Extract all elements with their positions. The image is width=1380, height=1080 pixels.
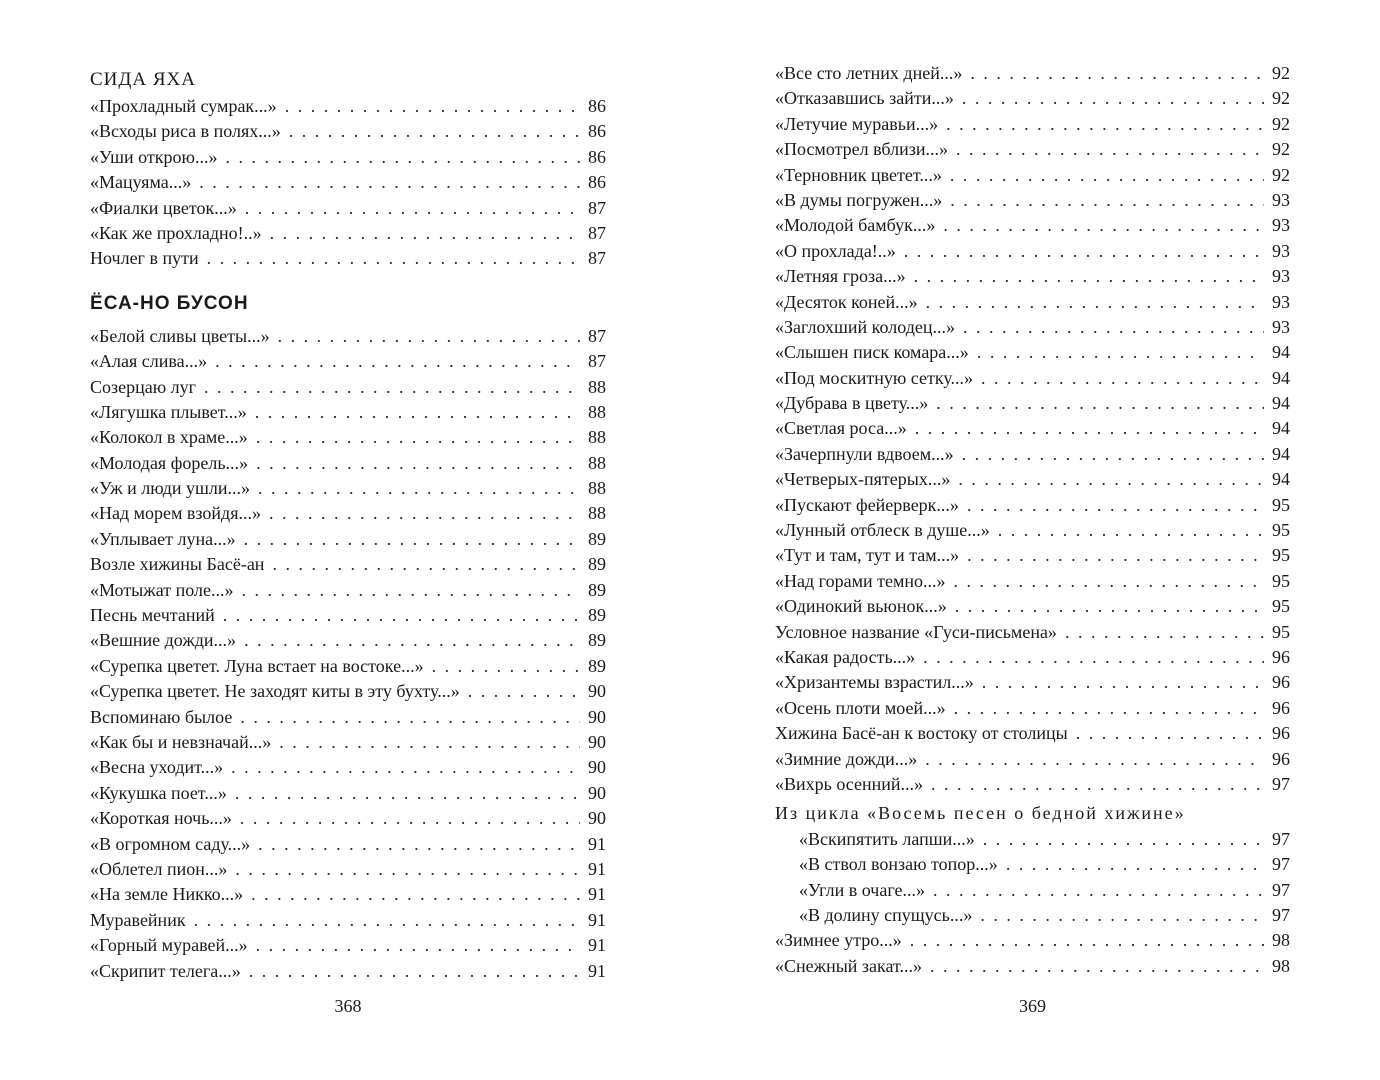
toc-entry bbox=[775, 239, 1290, 264]
toc-entry-page: 96 bbox=[1272, 672, 1290, 693]
toc-group-buson bbox=[90, 324, 606, 984]
toc-entry bbox=[775, 86, 1290, 111]
toc-entry bbox=[775, 493, 1290, 518]
dot-leader bbox=[249, 959, 580, 984]
toc-entry bbox=[775, 747, 1290, 772]
toc-entry-page: 87 bbox=[588, 222, 606, 243]
toc-entry-title: Муравейник bbox=[90, 909, 186, 930]
toc-entry-page: 91 bbox=[588, 858, 606, 879]
toc-entry bbox=[775, 878, 1290, 903]
toc-entry bbox=[90, 119, 606, 144]
toc-entry-page: 96 bbox=[1272, 748, 1290, 769]
toc-entry-page: 93 bbox=[1272, 266, 1290, 287]
toc-entry bbox=[90, 908, 606, 933]
toc-entry-page: 96 bbox=[1272, 697, 1290, 718]
toc-entry bbox=[90, 324, 606, 349]
toc-entry-page: 93 bbox=[1272, 215, 1290, 236]
toc-entry-title: «Десяток коней...» bbox=[775, 291, 918, 312]
toc-entry-page: 87 bbox=[588, 248, 606, 269]
toc-entry-page: 93 bbox=[1272, 240, 1290, 261]
toc-entry bbox=[775, 442, 1290, 467]
toc-entry-page: 88 bbox=[588, 376, 606, 397]
toc-group-continued bbox=[775, 61, 1290, 797]
toc-entry bbox=[90, 476, 606, 501]
toc-entry bbox=[775, 366, 1290, 391]
toc-entry-title: «Горный муравей...» bbox=[90, 935, 248, 956]
toc-entry-title: «Над морем взойдя...» bbox=[90, 503, 261, 524]
dot-leader bbox=[936, 391, 1264, 416]
toc-entry bbox=[90, 679, 606, 704]
toc-entry-title: «Снежный закат...» bbox=[775, 955, 923, 976]
dot-leader bbox=[256, 451, 580, 476]
toc-entry-page: 88 bbox=[588, 401, 606, 422]
toc-entry-page: 94 bbox=[1272, 469, 1290, 490]
toc-entry-title: «Какая радость...» bbox=[775, 646, 916, 667]
toc-entry-page: 89 bbox=[588, 630, 606, 651]
toc-entry bbox=[90, 933, 606, 958]
toc-entry bbox=[775, 61, 1290, 86]
toc-entry-page: 91 bbox=[588, 935, 606, 956]
toc-entry-title: Ночлег в пути bbox=[90, 248, 199, 269]
toc-group-shida-yaha bbox=[90, 94, 606, 272]
toc-entry-page: 95 bbox=[1272, 520, 1290, 541]
toc-entry bbox=[90, 349, 606, 374]
toc-entry-page: 89 bbox=[588, 655, 606, 676]
toc-entry-page: 95 bbox=[1272, 570, 1290, 591]
toc-entry-page: 95 bbox=[1272, 621, 1290, 642]
toc-entry bbox=[90, 501, 606, 526]
dot-leader bbox=[285, 94, 580, 119]
dot-leader bbox=[215, 349, 580, 374]
toc-entry bbox=[775, 137, 1290, 162]
toc-entry bbox=[775, 852, 1290, 877]
dot-leader bbox=[958, 467, 1264, 492]
toc-entry bbox=[90, 882, 606, 907]
toc-entry-page: 97 bbox=[1272, 773, 1290, 794]
toc-entry bbox=[775, 827, 1290, 852]
dot-leader bbox=[289, 119, 580, 144]
toc-group-winter bbox=[775, 928, 1290, 979]
toc-entry-title: «Алая слива...» bbox=[90, 351, 208, 372]
dot-leader bbox=[258, 832, 580, 857]
toc-entry-title: «Вешние дожди...» bbox=[90, 630, 237, 651]
toc-entry bbox=[775, 340, 1290, 365]
toc-entry-page: 92 bbox=[1272, 88, 1290, 109]
dot-leader bbox=[967, 543, 1264, 568]
dot-leader bbox=[910, 928, 1264, 953]
toc-entry-title: Возле хижины Басё-ан bbox=[90, 554, 265, 575]
toc-entry-title: «Вихрь осенний...» bbox=[775, 773, 924, 794]
dot-leader bbox=[258, 476, 580, 501]
toc-entry-page: 90 bbox=[588, 706, 606, 727]
dot-leader bbox=[256, 933, 580, 958]
page-number-right: 369 bbox=[1019, 996, 1046, 1016]
toc-entry-title: «Все сто летних дней...» bbox=[775, 63, 963, 83]
dot-leader bbox=[955, 594, 1264, 619]
toc-entry-page: 93 bbox=[1272, 316, 1290, 337]
toc-entry-page: 92 bbox=[1272, 139, 1290, 160]
toc-entry bbox=[90, 527, 606, 552]
toc-entry bbox=[90, 857, 606, 882]
dot-leader bbox=[279, 730, 580, 755]
toc-entry-page: 91 bbox=[588, 960, 606, 981]
dot-leader bbox=[983, 827, 1264, 852]
dot-leader bbox=[255, 400, 580, 425]
left-page bbox=[90, 0, 606, 1080]
toc-entry-title: Хижина Басё-ан к востоку от столицы bbox=[775, 723, 1068, 744]
toc-entry-title: «В ствол вонзаю топор...» bbox=[799, 854, 998, 875]
toc-entry-page: 92 bbox=[1272, 113, 1290, 134]
dot-leader bbox=[950, 188, 1264, 213]
dot-leader bbox=[1076, 721, 1264, 746]
toc-entry-title: «Посмотрел вблизи...» bbox=[775, 139, 948, 160]
toc-entry-page: 87 bbox=[588, 197, 606, 218]
toc-entry-page: 93 bbox=[1272, 189, 1290, 210]
toc-entry bbox=[775, 213, 1290, 238]
toc-entry-title: «Как бы и невзначай...» bbox=[90, 731, 272, 752]
toc-entry bbox=[90, 451, 606, 476]
toc-right bbox=[775, 61, 1290, 979]
page-number-left: 368 bbox=[334, 996, 362, 1016]
toc-entry-title: «Мотыжат поле...» bbox=[90, 579, 234, 600]
toc-entry-page: 94 bbox=[1272, 367, 1290, 388]
dot-leader bbox=[962, 442, 1264, 467]
toc-entry bbox=[90, 196, 606, 221]
toc-entry-page: 87 bbox=[588, 351, 606, 372]
dot-leader bbox=[231, 755, 580, 780]
toc-left bbox=[90, 66, 606, 984]
toc-entry-title: «Сурепка цветет. Луна встает на востоке...» bbox=[90, 655, 424, 676]
dot-leader bbox=[926, 290, 1264, 315]
toc-entry-page: 97 bbox=[1272, 854, 1290, 875]
toc-entry bbox=[775, 569, 1290, 594]
toc-entry-title: «Терновник цветет...» bbox=[775, 164, 942, 185]
toc-entry-title: «Угли в очаге...» bbox=[799, 879, 925, 900]
toc-entry-title: «Лунный отблеск в душе...» bbox=[775, 520, 990, 541]
dot-leader bbox=[914, 264, 1264, 289]
toc-entry-title: «В думы погружен...» bbox=[775, 189, 943, 210]
toc-entry bbox=[775, 954, 1290, 979]
toc-entry bbox=[90, 730, 606, 755]
toc-entry-title: «Как же прохладно!..» bbox=[90, 222, 262, 243]
toc-entry-title: «Пускают фейерверк...» bbox=[775, 494, 959, 515]
dot-leader bbox=[980, 903, 1264, 928]
toc-entry-page: 90 bbox=[588, 681, 606, 702]
dot-leader bbox=[977, 340, 1264, 365]
dot-leader bbox=[244, 628, 580, 653]
dot-leader bbox=[930, 954, 1264, 979]
toc-entry-page: 92 bbox=[1272, 63, 1290, 83]
dot-leader bbox=[244, 527, 580, 552]
toc-entry-title: «Хризантемы взрастил...» bbox=[775, 672, 974, 693]
toc-entry-page: 88 bbox=[588, 427, 606, 448]
toc-entry-title: «Весна уходит...» bbox=[90, 757, 224, 778]
toc-entry bbox=[90, 221, 606, 246]
toc-entry bbox=[775, 264, 1290, 289]
toc-entry-page: 95 bbox=[1272, 596, 1290, 617]
toc-entry-title: «Короткая ночь...» bbox=[90, 808, 232, 829]
toc-entry-page: 96 bbox=[1272, 646, 1290, 667]
toc-entry-page: 94 bbox=[1272, 342, 1290, 363]
toc-entry bbox=[775, 670, 1290, 695]
dot-leader bbox=[235, 781, 580, 806]
dot-leader bbox=[982, 670, 1264, 695]
toc-entry-page: 91 bbox=[588, 833, 606, 854]
toc-entry-title: «Сурепка цветет. Не заходят киты в эту бухту...» bbox=[90, 681, 460, 702]
dot-leader bbox=[953, 569, 1264, 594]
toc-entry-page: 94 bbox=[1272, 443, 1290, 464]
toc-entry-title: Условное название «Гуси-письмена» bbox=[775, 621, 1057, 642]
toc-entry-page: 97 bbox=[1272, 879, 1290, 900]
toc-entry-title: «Фиалки цветок...» bbox=[90, 197, 237, 218]
dot-leader bbox=[245, 196, 580, 221]
toc-entry-page: 97 bbox=[1272, 904, 1290, 925]
cycle-subheading: Из цикла «Восемь песен о бедной хижине» bbox=[775, 803, 1186, 824]
dot-leader bbox=[272, 552, 580, 577]
dot-leader bbox=[962, 86, 1264, 111]
toc-entry-page: 90 bbox=[588, 782, 606, 803]
toc-entry-page: 91 bbox=[588, 884, 606, 905]
section-heading-buson: ЁСА-НО БУСОН bbox=[90, 292, 249, 314]
dot-leader bbox=[925, 747, 1264, 772]
toc-entry-title: «Уплывает луна...» bbox=[90, 528, 236, 549]
toc-entry-title: «Колокол в храме...» bbox=[90, 427, 248, 448]
toc-entry-title: Вспоминаю былое bbox=[90, 706, 233, 727]
dot-leader bbox=[981, 366, 1264, 391]
toc-entry-title: «Летняя гроза...» bbox=[775, 266, 906, 287]
toc-entry-title: «В огромном саду...» bbox=[90, 833, 251, 854]
dot-leader bbox=[225, 145, 580, 170]
toc-entry-title: «Уж и люди ушли...» bbox=[90, 478, 251, 499]
toc-entry bbox=[90, 654, 606, 679]
toc-entry bbox=[775, 543, 1290, 568]
dot-leader bbox=[240, 705, 580, 730]
toc-entry-page: 86 bbox=[588, 121, 606, 142]
toc-entry bbox=[775, 518, 1290, 543]
toc-entry-page: 98 bbox=[1272, 955, 1290, 976]
toc-entry-page: 89 bbox=[588, 554, 606, 575]
toc-entry-page: 90 bbox=[588, 731, 606, 752]
toc-entry-title: «Молодая форель...» bbox=[90, 452, 249, 473]
dot-leader bbox=[199, 170, 580, 195]
toc-entry-title: «Скрипит телега...» bbox=[90, 960, 241, 981]
dot-leader bbox=[954, 696, 1264, 721]
toc-entry bbox=[775, 391, 1290, 416]
toc-entry-page: 88 bbox=[588, 503, 606, 524]
dot-leader bbox=[970, 61, 1264, 86]
toc-entry-title: «Уши открою...» bbox=[90, 146, 218, 167]
toc-entry-title: «В долину спущусь...» bbox=[799, 904, 973, 925]
toc-entry-title: «Над горами темно...» bbox=[775, 570, 946, 591]
toc-entry bbox=[775, 903, 1290, 928]
dot-leader bbox=[963, 315, 1264, 340]
toc-entry-title: «Молодой бамбук...» bbox=[775, 215, 936, 236]
toc-entry-page: 86 bbox=[588, 172, 606, 193]
dot-leader bbox=[923, 645, 1264, 670]
toc-entry bbox=[90, 246, 606, 271]
toc-entry bbox=[775, 290, 1290, 315]
toc-entry bbox=[775, 163, 1290, 188]
toc-entry-page: 97 bbox=[1272, 828, 1290, 849]
dot-leader bbox=[256, 425, 580, 450]
dot-leader bbox=[1006, 852, 1264, 877]
toc-entry bbox=[90, 603, 606, 628]
toc-entry-title: Песнь мечтаний bbox=[90, 605, 215, 626]
toc-entry bbox=[90, 145, 606, 170]
dot-leader bbox=[468, 679, 580, 704]
dot-leader bbox=[278, 324, 580, 349]
dot-leader bbox=[933, 878, 1264, 903]
toc-entry bbox=[775, 696, 1290, 721]
dot-leader bbox=[931, 772, 1264, 797]
toc-entry bbox=[90, 781, 606, 806]
dot-leader bbox=[904, 239, 1264, 264]
toc-entry-page: 94 bbox=[1272, 393, 1290, 414]
dot-leader bbox=[235, 857, 580, 882]
toc-entry-title: «Вскипятить лапши...» bbox=[799, 828, 975, 849]
toc-entry-title: «Под москитную сетку...» bbox=[775, 367, 974, 388]
toc-entry bbox=[90, 170, 606, 195]
dot-leader bbox=[241, 578, 580, 603]
dot-leader bbox=[1065, 620, 1264, 645]
toc-entry-title: «Тут и там, тут и там...» bbox=[775, 545, 960, 566]
toc-entry-page: 86 bbox=[588, 96, 606, 116]
toc-entry-page: 98 bbox=[1272, 930, 1290, 951]
toc-entry-title: «Зимнее утро...» bbox=[775, 930, 902, 951]
dot-leader bbox=[943, 213, 1264, 238]
toc-entry-title: «Одинокий вьюнок...» bbox=[775, 596, 947, 617]
toc-entry-page: 94 bbox=[1272, 418, 1290, 439]
toc-entry-title: «Всходы риса в полях...» bbox=[90, 121, 281, 142]
toc-entry-title: «Кукушка поет...» bbox=[90, 782, 227, 803]
toc-entry-page: 91 bbox=[588, 909, 606, 930]
toc-entry-page: 88 bbox=[588, 478, 606, 499]
dot-leader bbox=[207, 246, 580, 271]
toc-entry bbox=[775, 645, 1290, 670]
toc-entry bbox=[90, 552, 606, 577]
toc-entry-page: 86 bbox=[588, 146, 606, 167]
toc-group-cycle bbox=[775, 827, 1290, 929]
toc-entry bbox=[90, 578, 606, 603]
dot-leader bbox=[240, 806, 580, 831]
toc-entry bbox=[90, 94, 606, 119]
toc-entry-page: 96 bbox=[1272, 723, 1290, 744]
dot-leader bbox=[194, 908, 580, 933]
right-page bbox=[775, 0, 1290, 1080]
toc-entry bbox=[90, 425, 606, 450]
toc-entry-page: 92 bbox=[1272, 164, 1290, 185]
toc-entry-page: 87 bbox=[588, 325, 606, 346]
toc-entry bbox=[90, 375, 606, 400]
toc-entry-title: «Лягушка плывет...» bbox=[90, 401, 247, 422]
toc-entry-title: «Заглохший колодец...» bbox=[775, 316, 955, 337]
toc-entry-title: «Мацуяма...» bbox=[90, 172, 192, 193]
toc-entry-title: «Слышен писк комара...» bbox=[775, 342, 969, 363]
toc-entry-page: 89 bbox=[588, 579, 606, 600]
toc-entry-page: 90 bbox=[588, 808, 606, 829]
toc-entry-page: 89 bbox=[588, 528, 606, 549]
toc-entry-page: 89 bbox=[588, 605, 606, 626]
toc-entry-title: «Четверых-пятерых...» bbox=[775, 469, 951, 490]
toc-entry bbox=[775, 315, 1290, 340]
toc-entry-title: «Облетел пион...» bbox=[90, 858, 228, 879]
dot-leader bbox=[432, 654, 580, 679]
dot-leader bbox=[956, 137, 1264, 162]
section-heading-shida-yaha: СИДА ЯХА bbox=[90, 69, 196, 90]
toc-entry-page: 88 bbox=[588, 452, 606, 473]
dot-leader bbox=[270, 221, 580, 246]
toc-entry-title: «Отказавшись зайти...» bbox=[775, 88, 954, 109]
toc-entry bbox=[775, 188, 1290, 213]
toc-entry bbox=[90, 755, 606, 780]
toc-entry-page: 90 bbox=[588, 757, 606, 778]
toc-entry-title: «Белой сливы цветы...» bbox=[90, 325, 270, 346]
dot-leader bbox=[204, 375, 580, 400]
dot-leader bbox=[946, 112, 1264, 137]
toc-entry bbox=[90, 806, 606, 831]
toc-entry bbox=[90, 959, 606, 984]
toc-entry bbox=[775, 620, 1290, 645]
toc-entry bbox=[775, 772, 1290, 797]
toc-entry-title: «Прохладный сумрак...» bbox=[90, 96, 277, 116]
toc-entry-title: «Осень плоти моей...» bbox=[775, 697, 946, 718]
toc-entry-page: 93 bbox=[1272, 291, 1290, 312]
toc-entry bbox=[775, 467, 1290, 492]
toc-entry-title: «Зимние дожди...» bbox=[775, 748, 918, 769]
dot-leader bbox=[967, 493, 1264, 518]
dot-leader bbox=[251, 882, 580, 907]
toc-entry bbox=[90, 832, 606, 857]
toc-entry-title: «Зачерпнули вдвоем...» bbox=[775, 443, 954, 464]
toc-entry-title: «На земле Никко...» bbox=[90, 884, 244, 905]
toc-entry bbox=[775, 721, 1290, 746]
toc-entry bbox=[775, 594, 1290, 619]
dot-leader bbox=[998, 518, 1264, 543]
toc-entry-title: «Летучие муравьи...» bbox=[775, 113, 939, 134]
toc-entry bbox=[90, 400, 606, 425]
toc-entry bbox=[90, 705, 606, 730]
dot-leader bbox=[950, 163, 1264, 188]
toc-entry-title: «О прохлада!..» bbox=[775, 240, 896, 261]
toc-entry bbox=[90, 628, 606, 653]
dot-leader bbox=[269, 501, 580, 526]
toc-entry-title: «Дубрава в цвету...» bbox=[775, 393, 929, 414]
toc-entry-page: 95 bbox=[1272, 545, 1290, 566]
dot-leader bbox=[915, 416, 1264, 441]
toc-entry-title: Созерцаю луг bbox=[90, 376, 197, 397]
dot-leader bbox=[223, 603, 580, 628]
toc-entry bbox=[775, 928, 1290, 953]
toc-entry-page: 95 bbox=[1272, 494, 1290, 515]
toc-entry bbox=[775, 112, 1290, 137]
toc-entry-title: «Светлая роса...» bbox=[775, 418, 907, 439]
toc-entry bbox=[775, 416, 1290, 441]
